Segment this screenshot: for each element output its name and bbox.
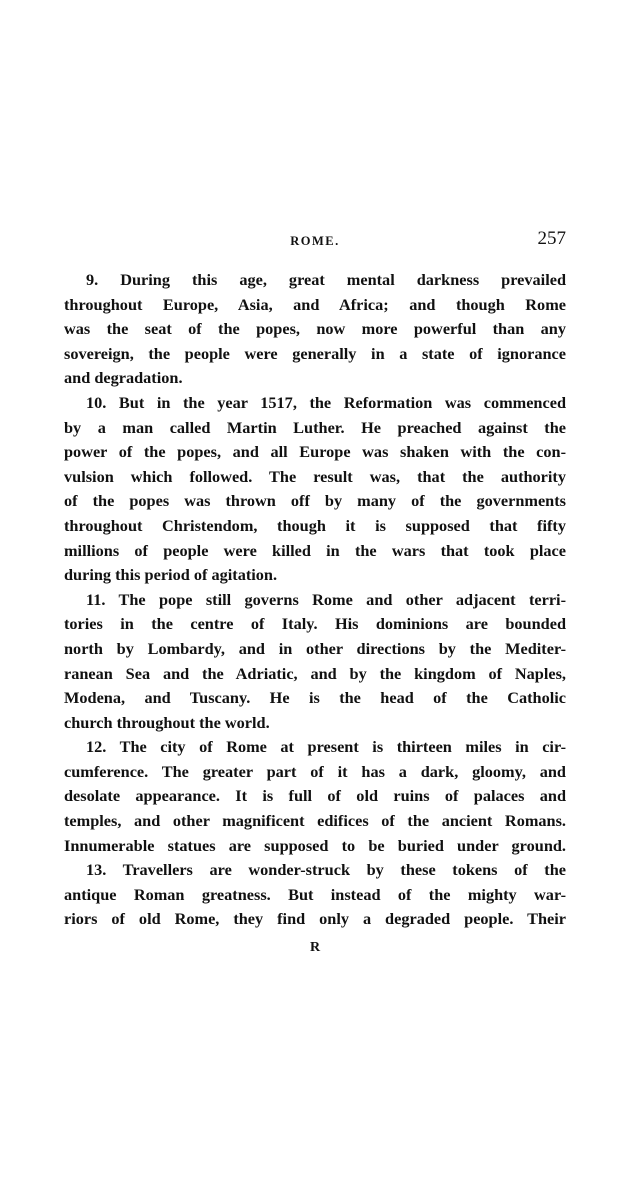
text-line: power of the popes, and all Europe was shaken with the con- <box>64 442 566 462</box>
text-line: desolate appearance. It is full of old ruins of palaces and <box>64 786 566 806</box>
text-line: Modena, and Tuscany. He is the head of the Catholic <box>64 688 566 708</box>
signature-mark: R <box>309 940 321 955</box>
text-line: cumference. The greater part of it has a dark, gloomy, and <box>64 761 566 781</box>
text-line: 10. But in the year 1517, the Reformation was commenced <box>86 392 566 412</box>
text-line: 11. The pope still governs Rome and other adjacent terri- <box>86 589 566 609</box>
text-line: was the seat of the popes, now more powerful than any <box>64 319 566 339</box>
page-number: 257 <box>537 228 566 249</box>
text-line: millions of people were killed in the wars that took place <box>64 540 566 560</box>
text-line: ranean Sea and the Adriatic, and by the kingdom of Naples, <box>64 663 566 683</box>
text-line: Innumerable statues are supposed to be buried under ground. <box>64 835 566 855</box>
text-line: vulsion which followed. The result was, that the authority <box>64 466 566 486</box>
text-line: throughout Europe, Asia, and Africa; and though Rome <box>64 294 566 314</box>
text-line: 12. The city of Rome at present is thirteen miles in cir- <box>86 737 566 757</box>
running-title: ROME. <box>290 234 340 248</box>
text-line: church throughout the world. <box>64 712 270 732</box>
text-line: tories in the centre of Italy. His dominions are bounded <box>64 614 566 634</box>
text-line: during this period of agitation. <box>64 565 278 585</box>
body-text <box>64 268 566 932</box>
text-line: temples, and other magnificent edifices of the ancient Romans. <box>64 811 566 831</box>
text-line: antique Roman greatness. But instead of the mighty war- <box>64 884 566 904</box>
text-line: riors of old Rome, they find only a degraded people. Their <box>64 909 566 929</box>
text-line: by a man called Martin Luther. He preached against the <box>64 417 566 437</box>
text-line: 13. Travellers are wonder-struck by these tokens of the <box>86 860 566 880</box>
running-head <box>64 228 566 254</box>
text-line: and degradation. <box>64 368 183 388</box>
text-line: throughout Christendom, though it is supposed that fifty <box>64 515 566 535</box>
text-line: north by Lombardy, and in other directions by the Mediter- <box>64 638 566 658</box>
text-line: of the popes was thrown off by many of the governments <box>64 491 566 511</box>
text-line: 9. During this age, great mental darkness prevailed <box>86 270 566 289</box>
text-line: sovereign, the people were generally in a state of ignorance <box>64 343 566 363</box>
